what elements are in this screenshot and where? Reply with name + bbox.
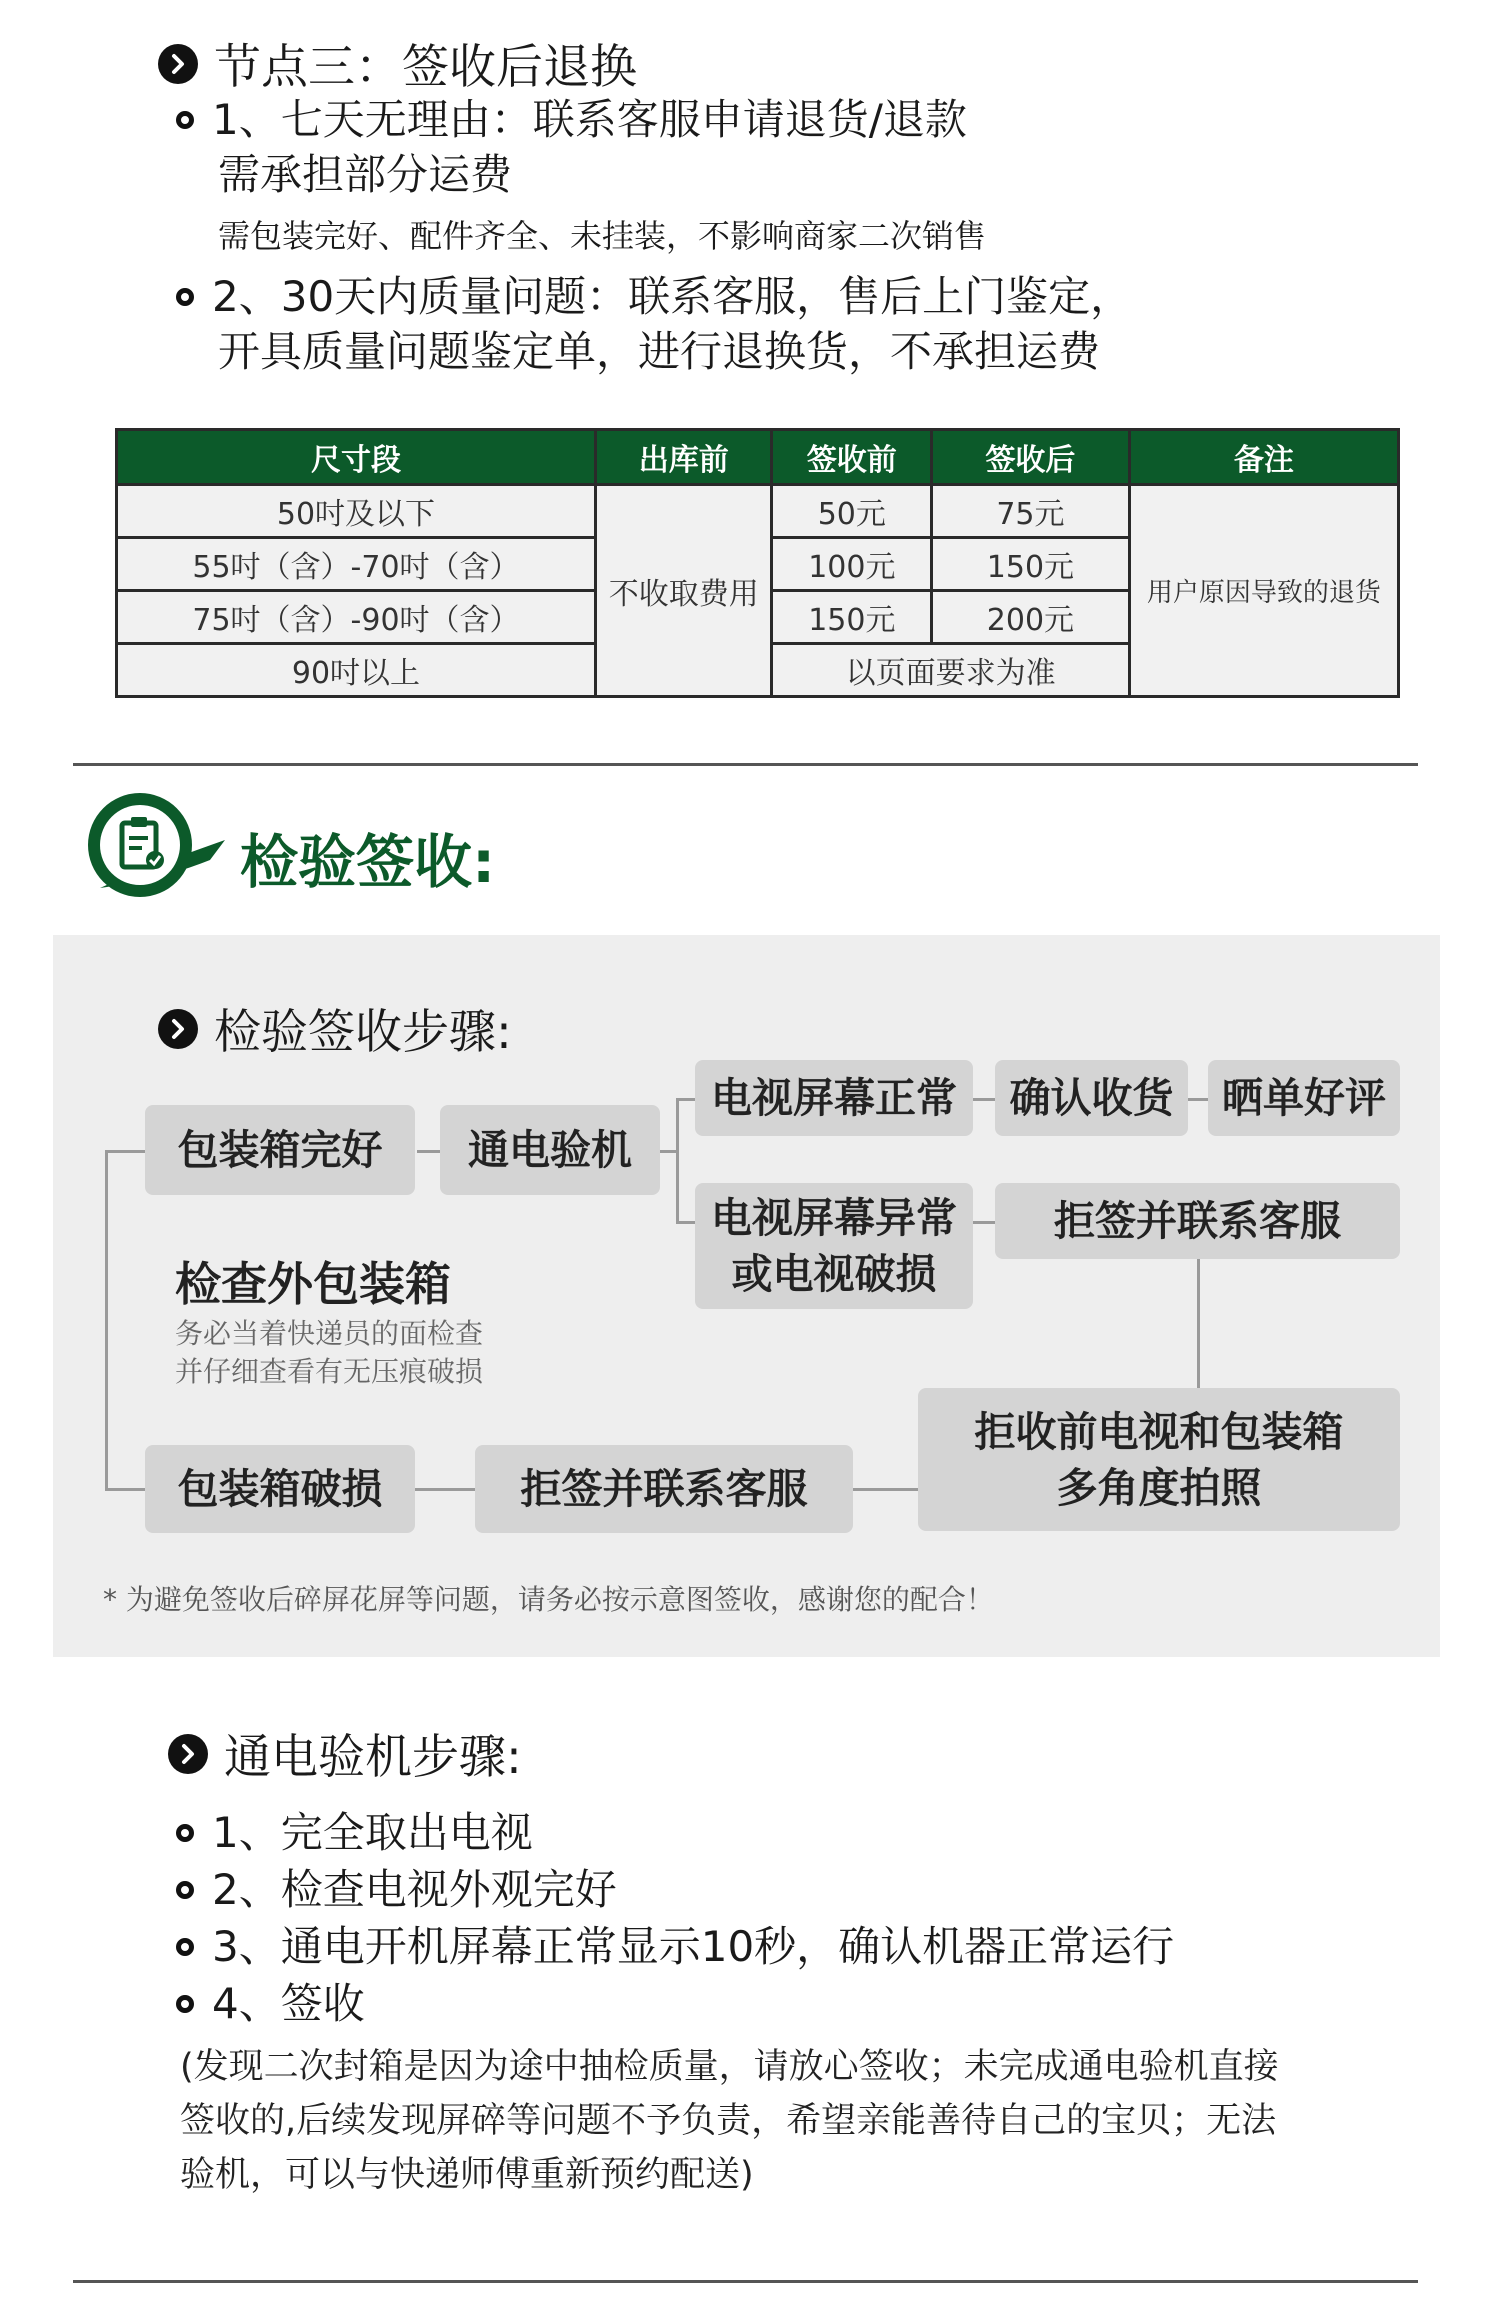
power-heading bbox=[168, 1720, 522, 1787]
cell-merged: 以页面要求为准 bbox=[772, 644, 1129, 697]
connector-line bbox=[973, 1221, 995, 1224]
header-before-outbound: 出库前 bbox=[595, 430, 772, 485]
power-item-text: 4、签收 bbox=[212, 1979, 365, 2028]
reject-contact-box-2: 拒签并联系客服 bbox=[475, 1445, 853, 1533]
connector-line bbox=[973, 1098, 995, 1101]
node3-item2-text: 2、30天内质量问题：联系客服，售后上门鉴定， bbox=[212, 272, 1133, 321]
package-damaged-box: 包装箱破损 bbox=[145, 1445, 415, 1533]
fee-table-header bbox=[117, 430, 1399, 485]
power-item-4 bbox=[176, 1979, 365, 2029]
arrow-right-icon bbox=[158, 1009, 198, 1049]
header-size: 尺寸段 bbox=[117, 430, 596, 485]
header-after-sign: 签收后 bbox=[932, 430, 1130, 485]
cell-after-sign: 150元 bbox=[932, 538, 1130, 591]
divider bbox=[73, 2280, 1418, 2283]
connector-line bbox=[415, 1488, 475, 1491]
steps-heading bbox=[158, 995, 512, 1062]
power-item-text: 3、通电开机屏幕正常显示10秒，确认机器正常运行 bbox=[212, 1922, 1175, 1971]
cell-size: 90吋以上 bbox=[117, 644, 596, 697]
cell-before-outbound: 不收取费用 bbox=[595, 485, 772, 697]
circle-bullet-icon bbox=[176, 1881, 194, 1899]
power-item-3 bbox=[176, 1922, 1174, 1972]
node3-item1-note: 需包装完好、配件齐全、未挂装，不影响商家二次销售 bbox=[218, 217, 987, 255]
check-desc-line1: 务必当着快递员的面检查 bbox=[175, 1317, 484, 1350]
cell-size: 55吋（含）-70吋（含） bbox=[117, 538, 596, 591]
connector-line bbox=[676, 1221, 696, 1224]
connector-line bbox=[105, 1488, 147, 1491]
cell-size: 75吋（含）-90吋（含） bbox=[117, 591, 596, 644]
photo-line1: 拒收前电视和包装箱 bbox=[974, 1407, 1344, 1456]
cell-size: 50吋及以下 bbox=[117, 485, 596, 538]
connector-line bbox=[1197, 1258, 1200, 1388]
screen-abnormal-line2: 或电视破损 bbox=[731, 1250, 937, 1298]
connector-line bbox=[105, 1150, 147, 1153]
power-note-line2: 签收的,后续发现屏碎等问题不予负责，希望亲能善待自己的宝贝；无法 bbox=[180, 2101, 1277, 2141]
circle-bullet-icon bbox=[176, 1995, 194, 2013]
package-ok-box: 包装箱完好 bbox=[145, 1105, 415, 1195]
screen-abnormal-line1: 电视屏幕异常 bbox=[711, 1194, 957, 1242]
arrow-right-icon bbox=[168, 1734, 208, 1774]
check-desc-line2: 并仔细查看有无压痕破损 bbox=[175, 1355, 484, 1388]
power-title: 通电验机步骤: bbox=[224, 1730, 522, 1785]
cell-after-sign: 75元 bbox=[932, 485, 1130, 538]
connector-line bbox=[676, 1098, 679, 1223]
circle-bullet-icon bbox=[176, 1824, 194, 1842]
power-item-1 bbox=[176, 1808, 533, 1858]
connector-line bbox=[105, 1150, 108, 1490]
power-note bbox=[180, 2040, 1279, 2202]
connector-line bbox=[853, 1488, 918, 1491]
photo-line2: 多角度拍照 bbox=[1056, 1463, 1262, 1512]
photo-before-reject-box bbox=[918, 1388, 1400, 1531]
fee-table bbox=[115, 428, 1400, 698]
check-outer-box-title: 检查外包装箱 bbox=[175, 1257, 451, 1311]
inspect-title: 检验签收: bbox=[240, 828, 496, 896]
steps-footnote: * 为避免签收后碎屏花屏等问题，请务必按示意图签收，感谢您的配合！ bbox=[103, 1583, 994, 1616]
screen-normal-box: 电视屏幕正常 bbox=[695, 1060, 973, 1136]
power-item-text: 1、完全取出电视 bbox=[212, 1808, 533, 1857]
power-item-2 bbox=[176, 1865, 617, 1915]
node3-item1-text: 1、七天无理由：联系客服申请退货/退款 bbox=[212, 95, 967, 144]
connector-line bbox=[1188, 1098, 1208, 1101]
header-before-sign: 签收前 bbox=[772, 430, 932, 485]
arrow-right-icon bbox=[158, 44, 198, 84]
node3-title: 节点三：签收后退换 bbox=[214, 40, 637, 95]
check-outer-box-desc bbox=[175, 1315, 483, 1391]
cell-before-sign: 150元 bbox=[772, 591, 932, 644]
node3-heading bbox=[158, 30, 637, 97]
divider bbox=[73, 763, 1418, 766]
circle-bullet-icon bbox=[176, 288, 194, 306]
cell-before-sign: 100元 bbox=[772, 538, 932, 591]
cell-before-sign: 50元 bbox=[772, 485, 932, 538]
screen-abnormal-box bbox=[695, 1183, 973, 1309]
node3-item2-line2: 开具质量问题鉴定单，进行退换货，不承担运费 bbox=[218, 327, 1101, 376]
power-note-line1: (发现二次封箱是因为途中抽检质量，请放心签收；未完成通电验机直接 bbox=[180, 2047, 1279, 2087]
confirm-receipt-box: 确认收货 bbox=[995, 1060, 1188, 1136]
cell-remark: 用户原因导致的退货 bbox=[1129, 485, 1398, 697]
node3-item1-line2: 需承担部分运费 bbox=[218, 150, 513, 199]
table-row bbox=[117, 485, 1399, 538]
steps-title: 检验签收步骤: bbox=[214, 1005, 512, 1060]
header-remark: 备注 bbox=[1129, 430, 1398, 485]
power-test-box: 通电验机 bbox=[440, 1105, 660, 1195]
node3-item-1 bbox=[176, 95, 967, 145]
reject-contact-box-1: 拒签并联系客服 bbox=[995, 1183, 1400, 1259]
power-note-line3: 验机，可以与快递师傅重新预约配送) bbox=[180, 2155, 754, 2195]
circle-bullet-icon bbox=[176, 111, 194, 129]
connector-line bbox=[417, 1150, 440, 1153]
power-item-text: 2、检查电视外观完好 bbox=[212, 1865, 617, 1914]
connector-line bbox=[676, 1098, 696, 1101]
circle-bullet-icon bbox=[176, 1938, 194, 1956]
node3-item-2 bbox=[176, 272, 1132, 322]
clipboard-check-icon bbox=[80, 790, 230, 900]
review-box: 晒单好评 bbox=[1208, 1060, 1400, 1136]
cell-after-sign: 200元 bbox=[932, 591, 1130, 644]
